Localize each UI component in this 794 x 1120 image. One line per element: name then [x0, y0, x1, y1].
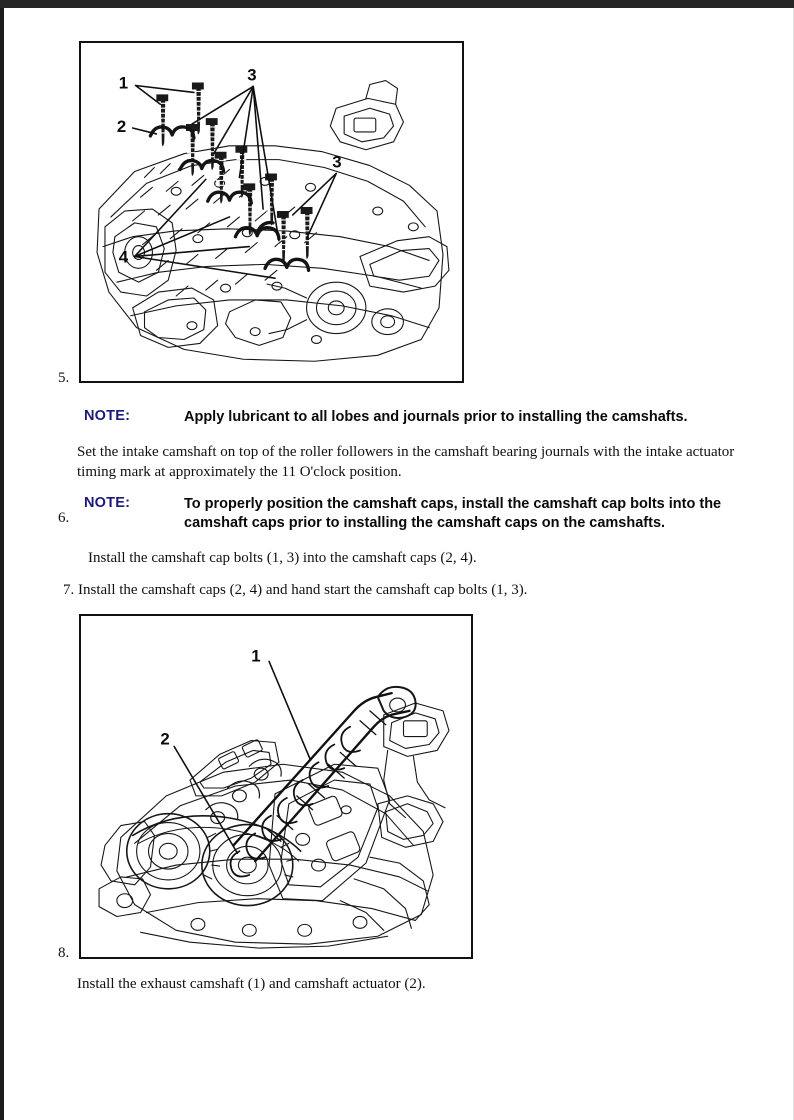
figure-camshaft-cap-bolts — [79, 41, 464, 383]
callout-2: 2 — [160, 729, 170, 749]
note-block-lubricant — [84, 408, 764, 427]
callout-3-right: 3 — [332, 152, 342, 172]
figure-exhaust-camshaft-actuator — [79, 614, 473, 959]
figure-1-illustration — [81, 43, 462, 381]
note-block-camshaft-caps — [84, 495, 774, 533]
scan-left-edge-border — [0, 8, 4, 1120]
note-text: Apply lubricant to all lobes and journals prior to installing the camshafts. — [184, 409, 688, 425]
step-marker-6: 6. — [58, 510, 70, 526]
figure-2-illustration — [81, 616, 471, 957]
step-5-text: Set the intake camshaft on top of the roller followers in the camshaft bearing journals with the intake actuator timing mark at approximately the 11 O'clock position. — [77, 444, 735, 480]
callout-2: 2 — [116, 116, 127, 136]
step-marker-8: 8. — [58, 945, 70, 961]
step-8-text: Install the exhaust camshaft (1) and camshaft actuator (2). — [77, 976, 426, 992]
callout-1: 1 — [251, 646, 261, 666]
step-7-text: 7. Install the camshaft caps (2, 4) and hand start the camshaft cap bolts (1, 3). — [63, 582, 528, 598]
step-6-text: Install the camshaft cap bolts (1, 3) into the camshaft caps (2, 4). — [88, 550, 477, 566]
note-label: NOTE: — [84, 408, 131, 424]
note-text: To properly position the camshaft caps, install the camshaft cap bolts into the camshaft caps prior to installing the camshaft caps on the camshafts. — [184, 496, 722, 532]
callout-4: 4 — [118, 247, 129, 267]
scan-top-edge-bar — [0, 0, 794, 8]
note-label: NOTE: — [84, 495, 131, 511]
callout-3-top: 3 — [247, 65, 257, 85]
callout-1: 1 — [118, 73, 129, 93]
step-marker-5: 5. — [58, 370, 70, 386]
